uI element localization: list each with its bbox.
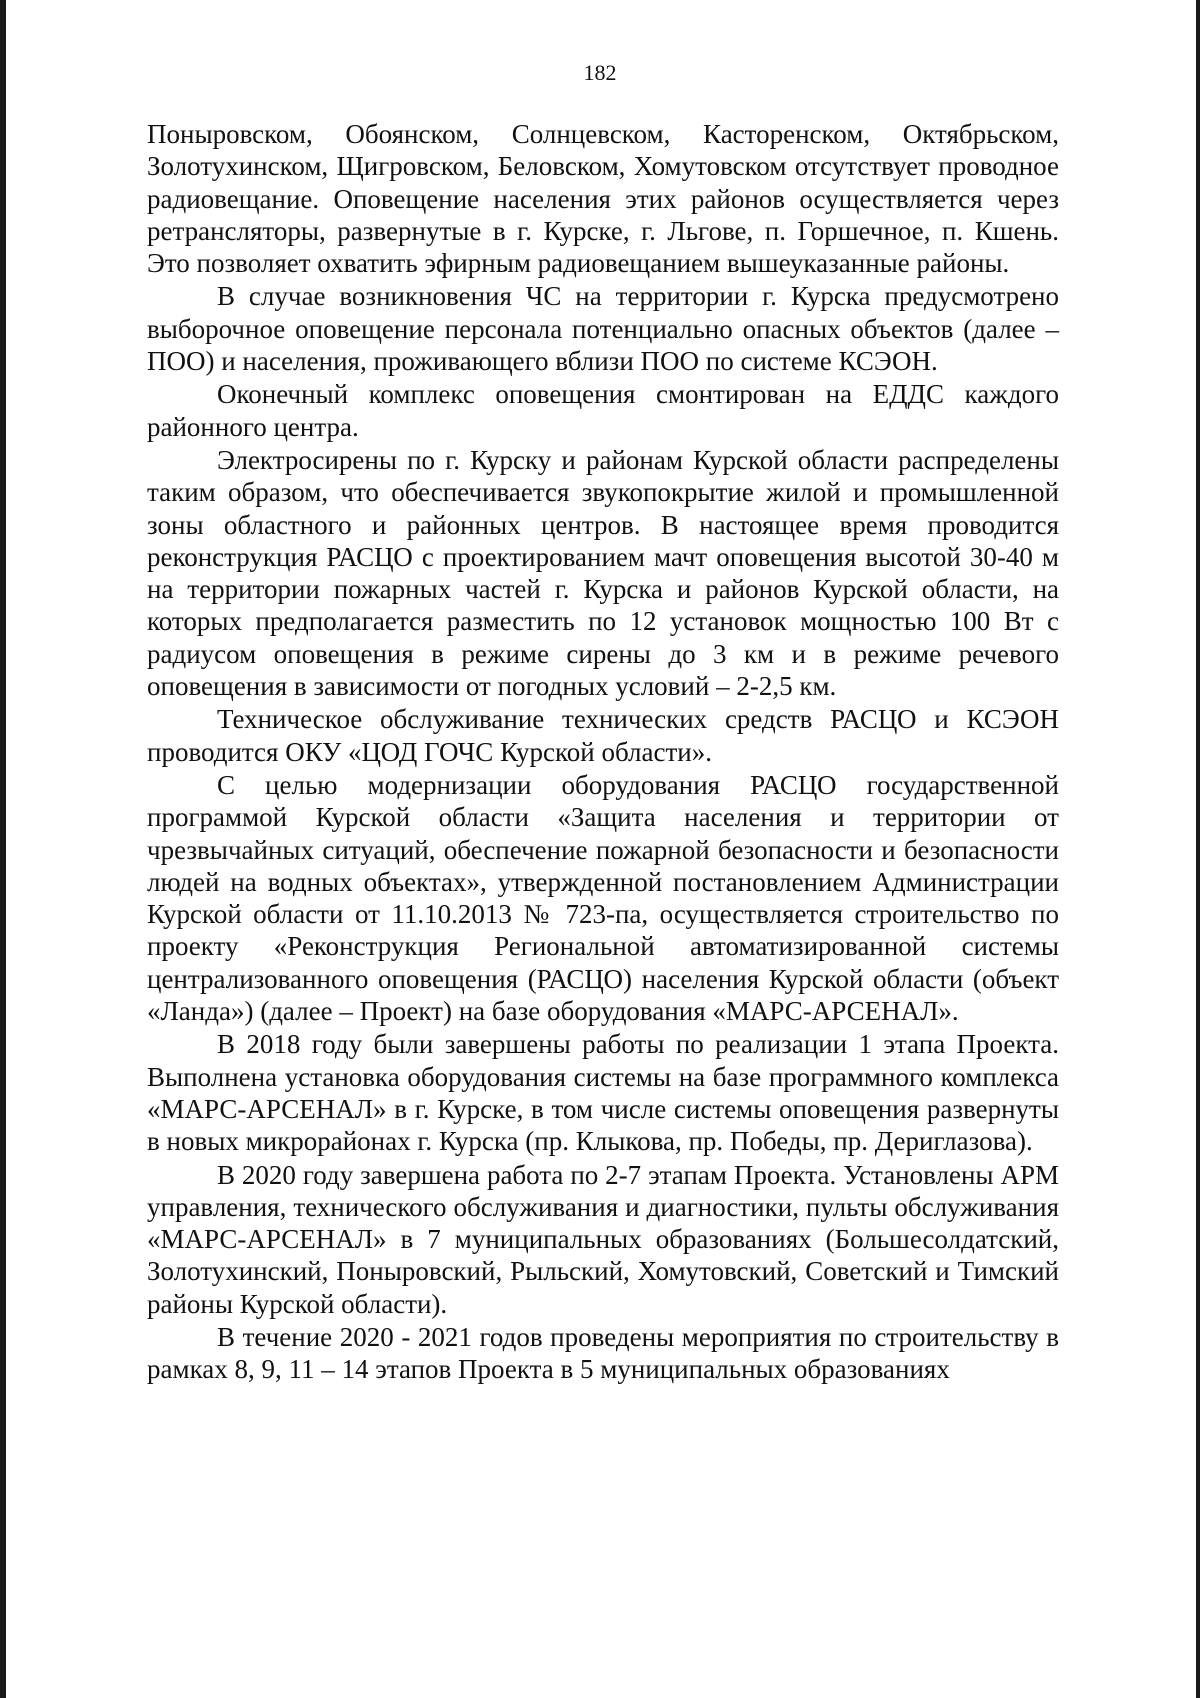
page-number: 182 (583, 60, 617, 85)
document-body (147, 118, 1059, 1387)
paragraph: Оконечный комплекс оповещения смонтирован на ЕДДС каждого районного центра. (147, 379, 1059, 442)
scan-edge-left (0, 0, 6, 1698)
paragraph: В 2020 году завершена работа по 2-7 этапам Проекта. Установлены АРМ управления, технического обслуживания и диагностики, пульты обслуживания «МАРС-АРСЕНАЛ» в 7 муниципальных образованиях (Большесолдатский, Золотухинский, Поныровский, Рыльский, Хомутовский, Советский и Тимский районы Курской области). (147, 1159, 1059, 1319)
scan-edge-right (1196, 0, 1200, 1698)
paragraph: Техническое обслуживание технических средств РАСЦО и КСЭОН проводится ОКУ «ЦОД ГОЧС Курской области». (147, 704, 1059, 767)
paragraph: Электросирены по г. Курску и районам Курской области распределены таким образом, что обеспечивается звукопокрытие жилой и промышленной зоны областного и районных центров. В настоящее время проводится реконструкция РАСЦО с проектированием мачт оповещения высотой 30-40 м на территории пожарных частей г. Курска и районов Курской области, на которых предполагается разместить по 12 установок мощностью 100 Вт с радиусом оповещения в режиме сирены до 3 км и в режиме речевого оповещения в зависимости от погодных условий – 2-2,5 км. (147, 444, 1059, 702)
paragraph-continuation: Поныровском, Обоянском, Солнцевском, Касторенском, Октябрьском, Золотухинском, Щигровском, Беловском, Хомутовском отсутствует проводное радиовещание. Оповещение населения этих районов осуществляется через ретрансляторы, развернутые в г. Курске, г. Льгове, п. Горшечное, п. Кшень. Это позволяет охватить эфирным радиовещанием вышеуказанные районы. (147, 119, 1059, 279)
paragraph: С целью модернизации оборудования РАСЦО государственной программой Курской области «Защита населения и территории от чрезвычайных ситуаций, обеспечение пожарной безопасности и безопасности людей на водных объектах», утвержденной постановлением Администрации Курской области от 11.10.2013 № 723-па, осуществляется строительство по проекту «Реконструкция Региональной автоматизированной системы централизованного оповещения (РАСЦО) населения Курской области (объект «Ланда») (далее – Проект) на базе оборудования «МАРС-АРСЕНАЛ». (147, 769, 1059, 1027)
paragraph: В случае возникновения ЧС на территории г. Курска предусмотрено выборочное оповещение персонала потенциально опасных объектов (далее – ПОО) и населения, проживающего вблизи ПОО по системе КСЭОН. (147, 281, 1059, 377)
paragraph: В течение 2020 - 2021 годов проведены мероприятия по строительству в рамках 8, 9, 11 – 14 этапов Проекта в 5 муниципальных образованиях (147, 1321, 1059, 1385)
paragraph: В 2018 году были завершены работы по реализации 1 этапа Проекта. Выполнена установка оборудования системы на базе программного комплекса «МАРС-АРСЕНАЛ» в г. Курске, в том числе системы оповещения развернуты в новых микрорайонах г. Курска (пр. Клыкова, пр. Победы, пр. Дериглазова). (147, 1029, 1059, 1157)
